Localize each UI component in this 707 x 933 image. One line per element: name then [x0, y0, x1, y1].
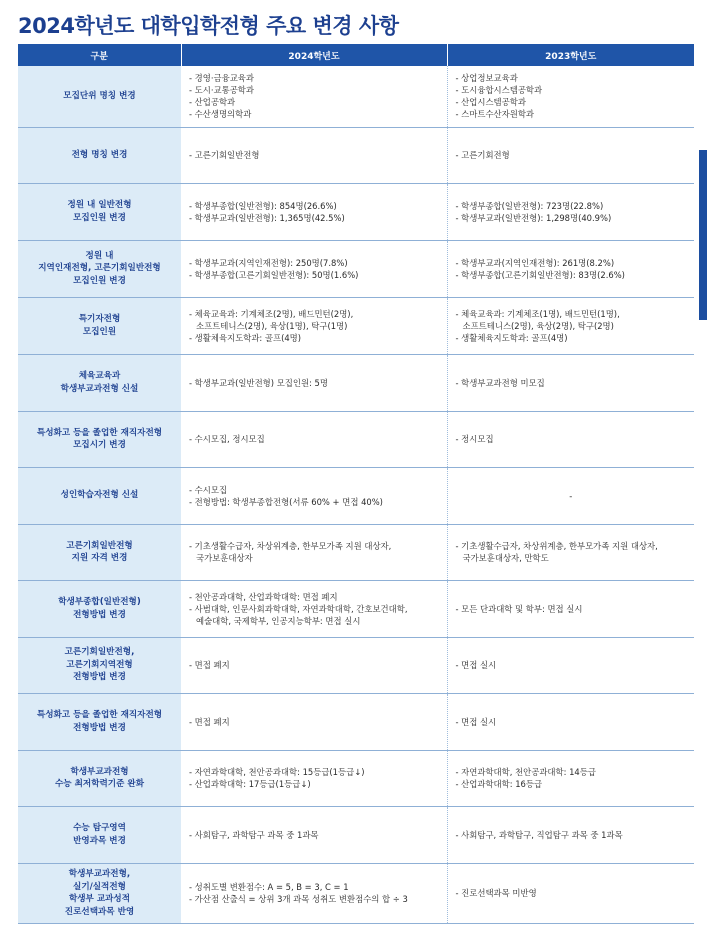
cell-2023: [447, 297, 694, 354]
table-row: [18, 183, 694, 240]
cell-2024: [181, 637, 447, 693]
row-category: 고른기회일반전형 지원 자격 변경: [18, 524, 181, 580]
cell-line: - 생활체육지도학과: 골프(4명): [455, 332, 568, 343]
cell-2024: [181, 240, 447, 297]
cell-line: - 고른기회전형: [455, 150, 510, 160]
cell-2023: [447, 354, 694, 411]
cell-2024: [181, 297, 447, 354]
cell-line: - 면접 실시: [455, 660, 497, 670]
row-category: 학생부교과전형, 실기/실적전형 학생부 교과성적 진로선택과목 반영: [18, 863, 181, 923]
cell-line: - 산업공학과: [189, 97, 236, 108]
row-category: 특기자전형 모집인원: [18, 297, 181, 354]
cell-2023: [447, 806, 694, 863]
cell-line: - 생활체육지도학과: 골프(4명): [189, 332, 302, 343]
header-2023: 2023학년도: [447, 44, 694, 66]
cell-line: - 기초생활수급자, 차상위계층, 한부모가족 지원 대상자,: [189, 541, 392, 551]
cell-line: - 학생부교과(일반전형): 1,365명(42.5%): [189, 212, 345, 223]
cell-line: - 학생부교과(지역인재전형): 250명(7.8%): [189, 257, 348, 268]
cell-line: - 면접 폐지: [189, 716, 230, 727]
cell-line: - 스마트수산자원학과: [455, 109, 534, 120]
cell-2024: [181, 693, 447, 750]
cell-line: - 전형방법: 학생부종합전형(서류 60% + 면접 40%): [189, 496, 383, 507]
cell-2024: [181, 863, 447, 923]
table-row: [18, 240, 694, 297]
cell-line: - 자연과학대학, 천안공과대학: 14등급: [455, 767, 596, 777]
cell-line: 예술대학, 국제학부, 인공지능학부: 면접 실시: [196, 615, 361, 626]
cell-2023: [447, 580, 694, 637]
cell-2024: [181, 806, 447, 863]
cell-2024: [181, 524, 447, 580]
cell-2023: [447, 240, 694, 297]
cell-line: - 사회탐구, 과학탐구, 직업탐구 과목 중 1과목: [455, 829, 623, 840]
cell-line: - 수시모집: [189, 484, 228, 495]
table-row: [18, 806, 694, 863]
table-row: [18, 297, 694, 354]
table-row: [18, 127, 694, 183]
cell-line: - 산업과학대학: 17등급(1등급↓): [189, 779, 311, 789]
cell-line: - 사범대학, 인문사회과학대학, 자연과학대학, 간호보건대학,: [189, 603, 408, 614]
cell-line: - 면접 폐지: [189, 660, 230, 670]
cell-2023: [447, 467, 694, 524]
cell-2023: [447, 863, 694, 923]
cell-line: - 도시융합시스템공학과: [455, 85, 543, 96]
row-category: 고른기회일반전형, 고른기회지역전형 전형방법 변경: [18, 637, 181, 693]
table-row: [18, 467, 694, 524]
header-category: 구분: [18, 44, 181, 66]
cell-line: - 성취도별 변환점수: A = 5, B = 3, C = 1: [189, 882, 349, 892]
cell-2024: [181, 66, 447, 127]
cell-2024: [181, 467, 447, 524]
cell-line: - 상업정보교육과: [455, 73, 518, 84]
cell-line: 소프트테니스(2명), 육상(1명), 탁구(1명): [196, 320, 348, 331]
table-row: [18, 863, 694, 923]
cell-line: - 체육교육과: 기계체조(2명), 배드민턴(2명),: [189, 308, 354, 319]
row-category: 특성화고 등을 졸업한 재직자전형 전형방법 변경: [18, 693, 181, 750]
cell-line: - 학생부교과(일반전형): 1,298명(40.9%): [455, 212, 612, 223]
cell-line: - 학생부종합(고른기회일반전형): 83명(2.6%): [455, 269, 625, 280]
table-row: [18, 354, 694, 411]
cell-line: - 모든 단과대학 및 학부: 면접 실시: [455, 603, 583, 614]
header-2024: 2024학년도: [181, 44, 447, 66]
cell-2023: [447, 693, 694, 750]
cell-line: - 산업시스템공학과: [455, 97, 526, 108]
cell-2024: [181, 354, 447, 411]
cell-line: - 도시·교통공학과: [189, 85, 254, 96]
cell-2023: [447, 750, 694, 806]
cell-2024: [181, 127, 447, 183]
cell-line: - 체육교육과: 기계체조(1명), 배드민턴(1명),: [455, 308, 620, 319]
cell-line: 국가보훈대상자: [196, 553, 253, 563]
cell-line: - 진로선택과목 미반영: [455, 888, 537, 898]
table-row: [18, 637, 694, 693]
cell-2023: [447, 66, 694, 127]
table-row: [18, 411, 694, 467]
row-category: 학생부종합(일반전형) 전형방법 변경: [18, 580, 181, 637]
table-row: [18, 693, 694, 750]
row-category: 모집단위 명칭 변경: [18, 66, 181, 127]
side-tab-marker: [699, 150, 707, 320]
cell-line: - 면접 실시: [455, 716, 497, 727]
cell-2024: [181, 411, 447, 467]
cell-line: - 경영·금융교육과: [189, 73, 254, 84]
cell-line: - 학생부교과(지역인재전형): 261명(8.2%): [455, 257, 615, 268]
row-category: 성인학습자전형 신설: [18, 467, 181, 524]
cell-2023: [447, 637, 694, 693]
page-title: 2024학년도 대학입학전형 주요 변경 사항: [18, 14, 399, 38]
cell-2024: [181, 183, 447, 240]
cell-line: - 학생부종합(일반전형): 723명(22.8%): [455, 200, 604, 211]
cell-2023: [447, 411, 694, 467]
cell-2023: [447, 524, 694, 580]
row-category: 학생부교과전형 수능 최저학력기준 완화: [18, 750, 181, 806]
cell-line: - 학생부교과전형 미모집: [455, 377, 545, 388]
cell-line: 국가보훈대상자, 만학도: [462, 553, 549, 563]
table-row: [18, 66, 694, 127]
cell-line: - 정시모집: [455, 434, 494, 444]
cell-line: - 학생부교과(일반전형) 모집인원: 5명: [189, 377, 328, 388]
cell-line: -: [569, 490, 573, 501]
cell-line: - 산업과학대학: 16등급: [455, 779, 543, 789]
cell-line: - 기초생활수급자, 차상위계층, 한부모가족 지원 대상자,: [455, 541, 658, 551]
cell-line: - 자연과학대학, 천안공과대학: 15등급(1등급↓): [189, 767, 365, 777]
cell-line: - 학생부종합(고른기회일반전형): 50명(1.6%): [189, 269, 359, 280]
cell-line: 소프트테니스(2명), 육상(2명), 탁구(2명): [462, 320, 614, 331]
row-category: 정원 내 일반전형 모집인원 변경: [18, 183, 181, 240]
cell-line: - 학생부종합(일반전형): 854명(26.6%): [189, 200, 337, 211]
row-category: 정원 내 지역인재전형, 고른기회일반전형 모집인원 변경: [18, 240, 181, 297]
cell-2024: [181, 750, 447, 806]
cell-line: - 수시모집, 정시모집: [189, 434, 265, 444]
row-category: 전형 명칭 변경: [18, 127, 181, 183]
table-row: [18, 750, 694, 806]
cell-2024: [181, 580, 447, 637]
cell-line: - 고른기회일반전형: [189, 150, 260, 160]
cell-line: - 사회탐구, 과학탐구 과목 중 1과목: [189, 829, 319, 840]
row-category: 수능 탐구영역 반영과목 변경: [18, 806, 181, 863]
changes-table: [18, 44, 694, 924]
table-row: [18, 524, 694, 580]
table-header-row: [18, 44, 694, 66]
cell-line: - 수산생명의학과: [189, 109, 252, 120]
cell-2023: [447, 127, 694, 183]
cell-line: - 천안공과대학, 산업과학대학: 면접 폐지: [189, 591, 338, 602]
cell-2023: [447, 183, 694, 240]
table-row: [18, 580, 694, 637]
row-category: 체육교육과 학생부교과전형 신설: [18, 354, 181, 411]
row-category: 특성화고 등을 졸업한 재직자전형 모집시기 변경: [18, 411, 181, 467]
cell-line: - 가산점 산출식 = 상위 3개 과목 성취도 변환점수의 합 ÷ 3: [189, 894, 408, 904]
